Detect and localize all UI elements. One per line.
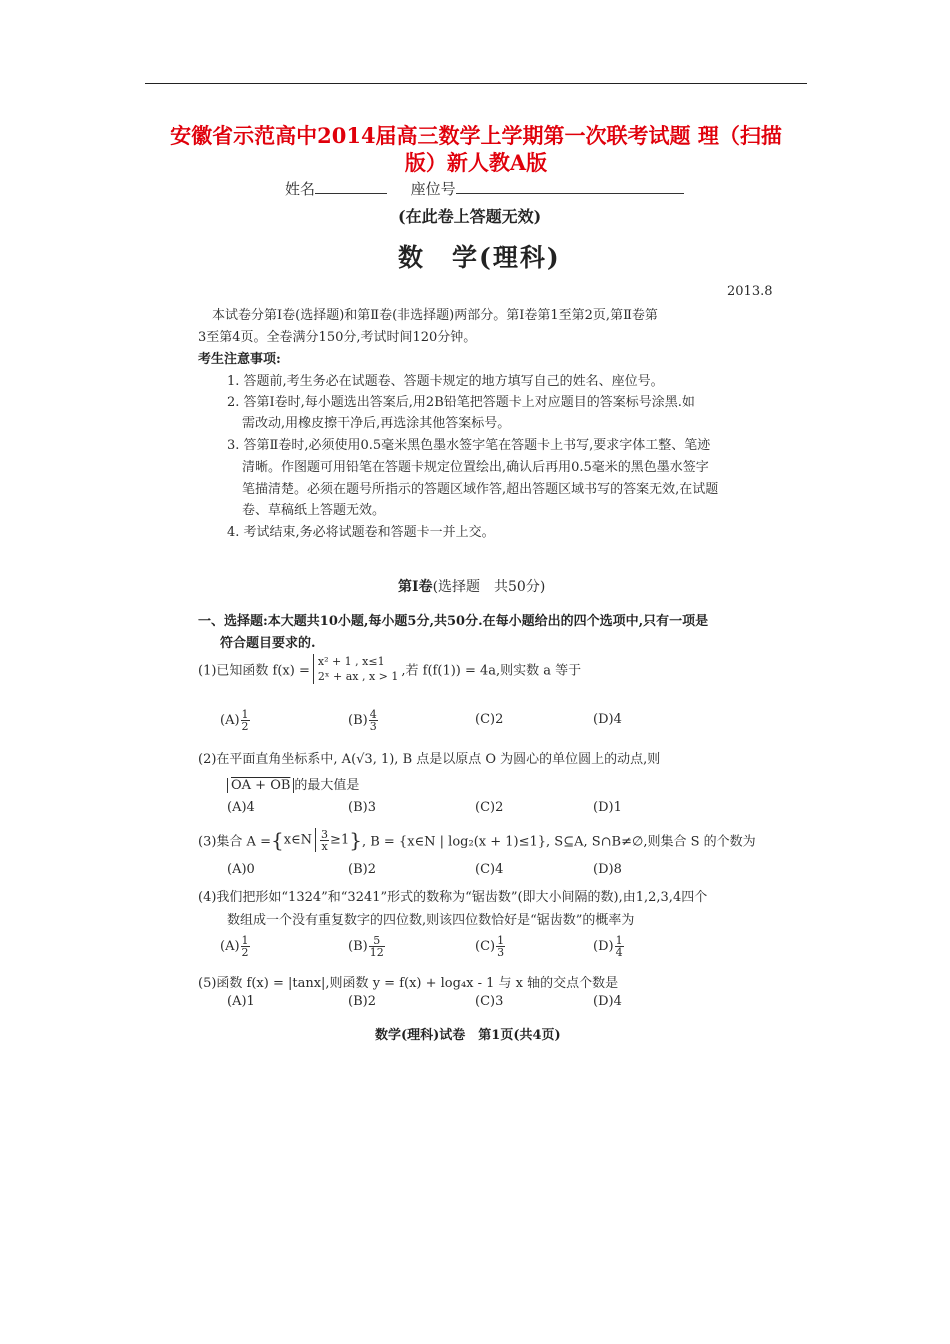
q4-option-a: (A) $\frac{1}{2}$ — [220, 934, 249, 959]
note-3-cont-3: 卷、草稿纸上答题无效。 — [242, 503, 386, 518]
q3-close-brace: } — [349, 828, 362, 852]
q5-option-b: (B)2 — [348, 994, 376, 1009]
seat-label: 座位号 — [410, 180, 456, 198]
q3-option-a: (A)0 — [227, 862, 255, 877]
part1-instructions-line-2: 符合题目要求的. — [220, 636, 316, 651]
q1-option-d: (D)4 — [593, 712, 622, 727]
q5-option-a: (A)1 — [227, 994, 255, 1009]
top-rule — [145, 83, 807, 84]
q1-option-c: (C)2 — [475, 712, 504, 727]
q3-stem-post: , B = {x∈N | log₂(x + 1)≤1}, S⊆A, S∩B≠∅,则集合 S 的个数为 — [361, 834, 756, 850]
note-4: 4. 考试结束,务必将试题卷和答题卡一并上交。 — [227, 525, 495, 540]
seat-blank — [456, 193, 684, 194]
invalid-note: (在此卷上答题无效) — [398, 207, 542, 226]
q3-option-c: (C)4 — [475, 862, 504, 877]
q2-option-d: (D)1 — [593, 800, 622, 815]
q2-vector-sum: OA + OB — [227, 778, 294, 793]
q1-option-a: (A) $\frac{1}{2}$ — [220, 708, 249, 733]
name-seat-line — [285, 178, 684, 199]
q1-option-b: (B) $\frac{4}{3}$ — [348, 708, 377, 733]
q2-stem-line-1: (2)在平面直角坐标系中, A(√3, 1), B 点是以原点 O 为圆心的单位圆上的动点,则 — [198, 752, 661, 767]
q4-option-b: (B) $\frac{5}{12}$ — [348, 934, 384, 959]
name-label: 姓名 — [285, 180, 316, 198]
scanned-exam-page — [190, 176, 780, 1046]
title-line-2: 版）新人教A版 — [404, 150, 548, 175]
section-subtitle: (选择题 共50分) — [432, 579, 546, 595]
part1-instructions-line-1: 一、选择题:本大题共10小题,每小题5分,共50分.在每小题给出的四个选项中,只有一项是 — [198, 614, 709, 629]
page-footer: 数学(理科)试卷 第1页(共4页) — [375, 1028, 561, 1043]
q2-stem-post: 的最大值是 — [294, 778, 360, 793]
intro-line-2: 3至第4页。全卷满分150分,考试时间120分钟。 — [198, 330, 477, 345]
note-2: 2. 答第Ⅰ卷时,每小题选出答案后,用2B铅笔把答题卡上对应题目的答案标号涂黑.如 — [227, 395, 695, 410]
q1-stem-pre: (1)已知函数 f(x) = — [198, 663, 310, 679]
q3-set-right: ≥1 — [330, 832, 350, 848]
document-title — [145, 122, 807, 176]
question-1 — [198, 654, 581, 684]
q4-option-c: (C) $\frac{1}{3}$ — [475, 934, 505, 959]
q3-fraction: $\frac{3}{x}$ — [321, 827, 329, 853]
q1-case-2: 2ˣ + ax , x > 1 — [317, 670, 399, 683]
q1-piecewise — [313, 654, 399, 684]
q5-stem: (5)函数 f(x) = |tanx|,则函数 y = f(x) + log₄x - 1 与 x 轴的交点个数是 — [198, 976, 619, 991]
note-3: 3. 答第Ⅱ卷时,必须使用0.5毫米黑色墨水签字笔在答题卡上书写,要求字体工整、笔迹 — [227, 438, 711, 453]
q4-stem-line-2: 数组成一个没有重复数字的四位数,则该四位数恰好是“锯齿数”的概率为 — [227, 913, 635, 928]
exam-date: 2013.8 — [727, 284, 773, 299]
name-blank — [315, 193, 387, 194]
note-2-cont: 需改动,用橡皮擦干净后,再选涂其他答案标号。 — [242, 416, 511, 431]
q3-option-b: (B)2 — [348, 862, 376, 877]
q3-set-left: x∈N — [283, 832, 313, 848]
q3-stem-pre: (3)集合 A = — [198, 834, 271, 850]
q4-stem-line-1: (4)我们把形如“1324”和“3241”形式的数称为“锯齿数”(即大小间隔的数),由1,2,3,4四个 — [198, 890, 708, 905]
notes-title: 考生注意事项: — [198, 352, 281, 367]
q2-option-a: (A)4 — [227, 800, 255, 815]
q5-option-c: (C)3 — [475, 994, 504, 1009]
q4-option-d: (D) $\frac{1}{4}$ — [593, 934, 623, 959]
intro-line-1: 本试卷分第Ⅰ卷(选择题)和第Ⅱ卷(非选择题)两部分。第Ⅰ卷第1至第2页,第Ⅱ卷第 — [212, 308, 658, 323]
section-title: 第Ⅰ卷 — [398, 579, 433, 595]
subject-title: 数 学(理科) — [398, 243, 561, 272]
title-line-1: 安徽省示范高中2014届高三数学上学期第一次联考试题 理（扫描 — [170, 123, 782, 148]
section-header — [398, 576, 545, 596]
q3-option-d: (D)8 — [593, 862, 622, 877]
question-3 — [198, 828, 756, 852]
q2-option-c: (C)2 — [475, 800, 504, 815]
q2-stem-line-2 — [227, 774, 359, 793]
q3-open-brace: { — [270, 828, 284, 852]
q5-option-d: (D)4 — [593, 994, 622, 1009]
note-3-cont-1: 清晰。作图题可用铅笔在答题卡规定位置绘出,确认后再用0.5毫米的黑色墨水签字 — [242, 460, 709, 475]
q1-case-1: x² + 1 , x≤1 — [317, 655, 385, 668]
note-1: 1. 答题前,考生务必在试题卷、答题卡规定的地方填写自己的姓名、座位号。 — [227, 374, 664, 389]
note-3-cont-2: 笔描清楚。必须在题号所指示的答题区域作答,超出答题区域书写的答案无效,在试题 — [242, 482, 719, 497]
q2-option-b: (B)3 — [348, 800, 376, 815]
q1-stem-post: ,若 f(f(1)) = 4a,则实数 a 等于 — [401, 663, 582, 679]
